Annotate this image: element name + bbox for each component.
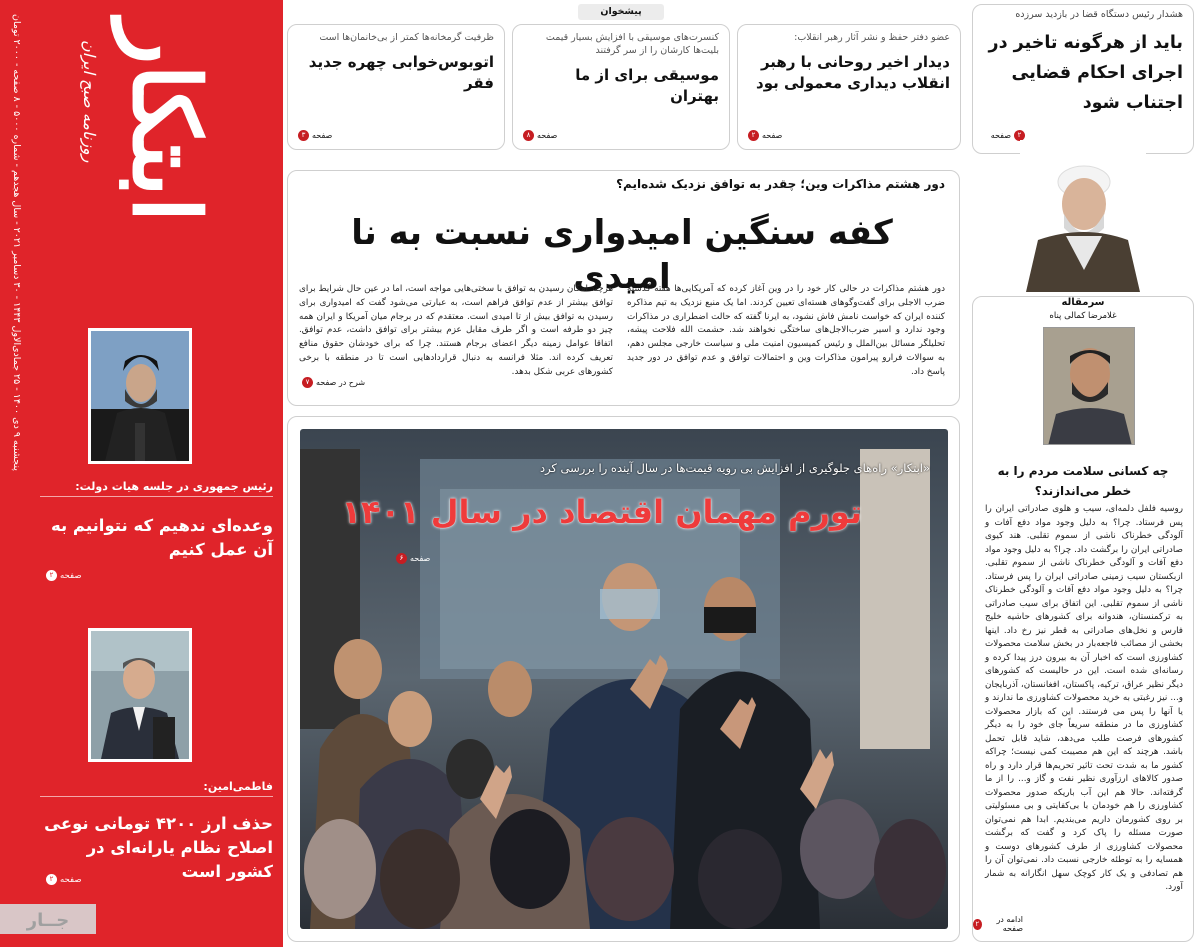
- judiciary-head-photo: [1020, 140, 1146, 292]
- person-icon: [1020, 140, 1146, 292]
- editorial-author: غلامرضا کمالی پناه: [1049, 311, 1117, 321]
- dateline: پنجشنبه ۹ دی ۱۴۰۰ - ۲۵ جمادی‌الاول ۱۴۴۳ - ۳۰ دسامبر ۲۰۲۱ - سال هجدهم - شماره ۵۰۰۰ - ۸ صفحه - ۲۰۰۰ تومان: [11, 14, 22, 471]
- main-page-ref[interactable]: شرح در صفحه ۷: [302, 377, 365, 388]
- item2-page-ref[interactable]: صفحه ۲: [46, 874, 82, 885]
- red-sidebar: [0, 0, 283, 947]
- president-photo: [88, 328, 192, 464]
- editorial-continue[interactable]: ادامه در صفحه ۲: [973, 915, 1023, 933]
- person-icon: [91, 631, 189, 759]
- minister-photo: [88, 628, 192, 762]
- photo-headline[interactable]: تورم مهمان اقتصاد در سال ۱۴۰۱: [341, 493, 862, 531]
- main-story[interactable]: [287, 170, 960, 406]
- author-photo: [1043, 327, 1135, 445]
- person-icon: [91, 331, 189, 461]
- crowd-photo: [300, 429, 948, 929]
- right-column: [966, 0, 1200, 947]
- photo-story[interactable]: [287, 416, 960, 942]
- photo-kicker: «ابتکار» راه‌های جلوگیری از افزایش بی رویه قیمت‌ها در سال آینده را بررسی کرد: [539, 461, 930, 475]
- editorial-label: سرمقاله: [1061, 297, 1105, 308]
- main-body-left: هرچند امکان رسیدن به توافق با سختی‌هایی مواجه است، اما در عین حال شرایط برای توافق بیشتر از عدم توافق فراهم است، به عبارتی می‌شود گفت که امیدواری برای رسیدن به توافق بیش از تا امیدی است. معتقدم که در برجام میان آمریکا و ایران همه چیز دو طرفه است و اگر طرف مقابل عزم بیشتر برای توافق داشت، عدم توافق. اتفاقا عوامل زمینه دیگر اعضای برجام هستند. چرا که برای خودشان حقوق منافع تعریف کرده اند. مثلا فرانسه به دنبال قراردادهایی است تا در منطقه با برخی کشورهای عربی شکل بدهد.: [299, 284, 613, 377]
- item2-headline[interactable]: حذف ارز ۴۲۰۰ تومانی نوعی اصلاح نظام یارانه‌ای در کشور است: [44, 814, 273, 881]
- judiciary-headline[interactable]: باید از هرگونه تاخیر در اجرای احکام قضایی اجتناب شود: [988, 33, 1183, 113]
- editorial-body: روسیه فلفل دلمه‌ای، سیب و هلوی صادراتی ایران را پس فرستاد. چرا؟ به دلیل وجود مواد دفع آفات و آلودگی خطرناک ناشی از سموم تقلبی. هند کیوی صادراتی ایران را برگشت داد. چرا؟ به دلیل وجود مواد دفع آفات و آلودگی خطرناک ناشی از سموم تقلبی. ازبکستان سیب زمینی صادراتی ایران را پس فرستاد. چرا؟ به دلیل وجود مواد دفع آفات و آلودگی خطرناک ناشی از سموم تقلبی. این اتفاق برای سیب صادراتی به ترکمنستان، هندوانه برای کشورهای حاشیه خلیج فارس و نخل‌های صادراتی به قطر نیز رخ داد. اینها بخشی از مصائب فاجعه‌بار در بخش سلامت محصولات کشاورزی است که اخبار آن به بیرون درز پیدا کرده و رسانه‌ای شده است. این در حالیست که کشورهای دیگر نظیر عراق، ترکیه، پاکستان، افغانستان، آذربایجان و... نیز رغبتی به خرید محصولات کشاورزی ما ندارند و یا آنها را پس می فرستند. این که بازار محصولات کشاورزی ما در منطقه سریعاً جای خود را به دیگر کشورهای فرصت طلب می‌دهد، شاید قابل تحمل باشد. هرچند که این هم مصیبت کمی نیست؛ چراکه کشور ما به شدت تحت تاثیر تحریم‌ها قرار دارد و راه صدور کالاهای ارزآوری نظیر نفت و گاز و... را از ما گرفته‌اند. حالا هم این آب باریکه صدور محصولات کشاورزی را هم خودمان با بی‌کفایتی و بی مسئولیتی بر روی کشورمان داریم می‌بندیم. ابدا هم نمی‌توان صورت مسئله را پاک کرد و گفت که برگشت محصولات کشاورزی از طرف کشورهای دوست و همسایه را به توطئه خارجی نسبت داد. نمی‌توان آن را هم تصادفی و یک کار کوچک سهل انگارانه به شمار آورد.: [985, 504, 1183, 892]
- teaser-headline[interactable]: موسیقی برای از ما بهتران: [575, 66, 719, 105]
- teaser-headline[interactable]: اتوبوس‌خوابی چهره جدید فقر: [308, 53, 494, 92]
- item2-caption: فاطمی‌امین:: [40, 780, 273, 797]
- teaser-page-ref[interactable]: صفحه ۸: [523, 130, 557, 141]
- editorial-headline[interactable]: چه کسانی سلامت مردم را به خطر می‌اندازند؟: [997, 464, 1169, 498]
- teaser-page-ref[interactable]: صفحه ۳: [298, 130, 332, 141]
- teaser-page-ref[interactable]: صفحه ۲: [748, 130, 782, 141]
- item1-page-ref[interactable]: صفحه ۲: [46, 570, 82, 581]
- teaser-box-2[interactable]: [512, 24, 730, 150]
- photo-page-ref[interactable]: صفحه ۶: [396, 553, 430, 564]
- masthead-logo: [14, 0, 274, 255]
- main-headline[interactable]: کفه سنگین امیدواری نسبت به نا امیدی: [351, 213, 893, 297]
- judiciary-kicker: هشدار رئیس دستگاه قضا در بازدید سرزده: [1015, 9, 1183, 20]
- masthead-title: ابتکار: [112, 20, 220, 223]
- editorial-box[interactable]: [972, 296, 1194, 942]
- teaser-headline[interactable]: دیدار اخیر روحانی با رهبر انقلاب دیداری معمولی بود: [756, 53, 950, 92]
- watermark: [0, 900, 100, 938]
- teaser-kicker: کنسرت‌های موسیقی با افزایش بسیار قیمت بلیت‌ها کارشان را از سر گرفتند: [545, 32, 719, 56]
- masthead-subtitle: روزنامه صبح ایران: [80, 40, 99, 163]
- item1-caption: رئیس جمهوری در جلسه هیات دولت:: [40, 480, 273, 497]
- main-kicker: دور هشتم مذاکرات وین؛ چقدر به توافق نزدیک شده‌ایم؟: [616, 177, 945, 191]
- item1-headline[interactable]: وعده‌ای ندهیم که نتوانیم به آن عمل کنیم: [50, 516, 273, 559]
- person-icon: [1044, 328, 1135, 445]
- judiciary-page-ref[interactable]: صفحه ۲: [991, 130, 1025, 141]
- section-label-pishkhan: پیشخوان: [578, 4, 664, 20]
- teaser-kicker: ظرفیت گرمخانه‌ها کمتر از بی‌خانمان‌ها است: [319, 32, 494, 43]
- main-body-right: دور هشتم مذاکرات در حالی کار خود را در وین آغاز کرده که آمریکایی‌ها هفته گذشته ضرب الاجلی برای گفت‌وگوهای هسته‌ای تعیین کردند. اما یک منبع نزدیک به تیم مذاکره کننده ایران که خواست نامش فاش نشود، به ایرنا گفته که حالت اضطراری در مذاکرات وجود ندارد و اسیر ضرب‌الاجل‌های ساختگی نخواهند شد. حشمت الله فلاحت پیشه، تحلیلگر مسائل بین‌الملل و رئیس کمیسیون امنیت ملی و سیاست خارجی مجلس دهم، به سوالات فرارو پیرامون مذاکرات وین و احتمالات توافق و عدم توافق در دور جدید پاسخ داد.: [627, 284, 945, 377]
- teaser-box-1[interactable]: [737, 24, 961, 150]
- teaser-box-3[interactable]: [287, 24, 505, 150]
- teaser-kicker: عضو دفتر حفظ و نشر آثار رهبر انقلاب:: [794, 32, 950, 43]
- svg-text:جــار: جــار: [26, 910, 70, 931]
